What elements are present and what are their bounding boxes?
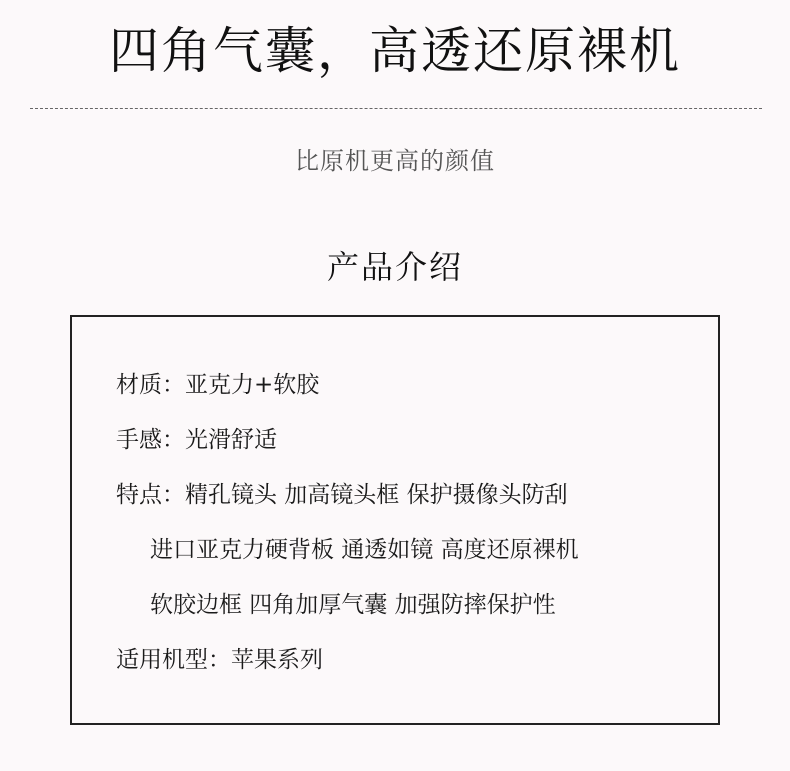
page-subtitle: 比原机更高的颜值	[295, 147, 495, 175]
spec-material: 材质：亚克力+软胶	[116, 372, 320, 398]
dashed-divider	[30, 108, 762, 109]
spec-box	[70, 315, 720, 725]
spec-feel: 手感：光滑舒适	[116, 427, 277, 453]
spec-features: 特点：精孔镜头 加高镜头框 保护摄像头防刮	[116, 482, 568, 508]
spec-features-continued: 软胶边框 四角加厚气囊 加强防摔保护性	[150, 592, 556, 618]
spec-compatible: 适用机型：苹果系列	[116, 647, 323, 673]
spec-features-continued: 进口亚克力硬背板 通透如镜 高度还原裸机	[150, 537, 579, 563]
page-headline: 四角气囊，高透还原裸机	[109, 22, 681, 80]
section-title: 产品介绍	[326, 248, 463, 286]
